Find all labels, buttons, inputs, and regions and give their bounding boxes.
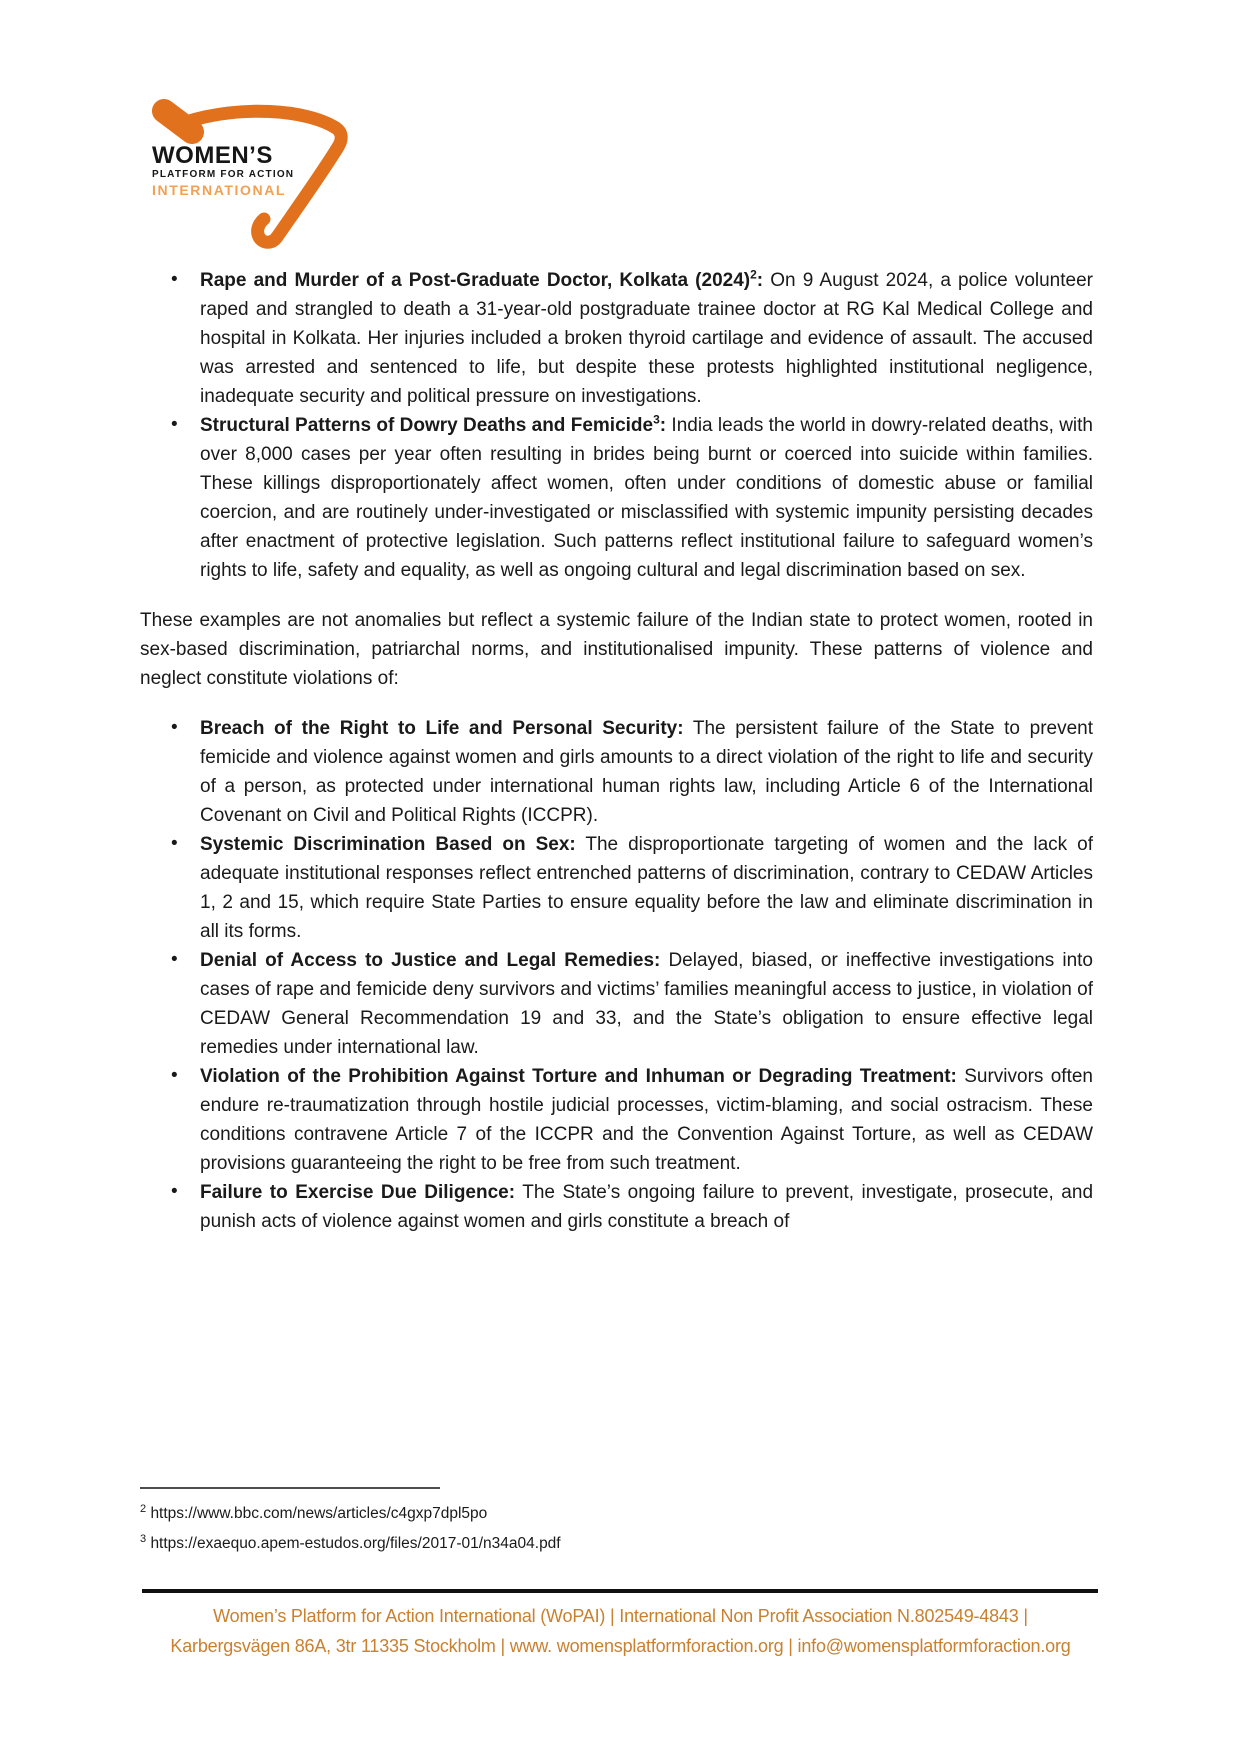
footnote-url: https://exaequo.apem-estudos.org/files/2017-01/n34a04.pdf — [150, 1535, 561, 1552]
footer-divider — [142, 1589, 1098, 1593]
logo-subtitle: PLATFORM FOR ACTION — [152, 169, 295, 180]
list-item — [140, 714, 1093, 830]
bullet-paragraph — [200, 834, 1093, 942]
bullet-body: The persistent failure of the State to prevent femicide and violence against women and girls amounts to a direct violation of the right to life and security of a person, as protected under international human rights law, including Article 6 of the International Covenant on Civil and Political Rights (ICCPR). — [200, 718, 1094, 826]
bullet-paragraph — [200, 950, 1093, 1058]
footnote-ref-3: 3 — [653, 412, 660, 427]
footnote — [140, 1533, 1040, 1555]
bullet-body: On 9 August 2024, a police volunteer raped and strangled to death a 31-year-old postgraduate trainee doctor at RG Kal Medical College and hospital in Kolkata. Her injuries included a broken thyroid cartilage and evidence of assault. The accused was arrested and sentenced to life, but despite these protests highlighted institutional negligence, inadequate security and political pressure on investigations. — [200, 270, 1093, 407]
footnote-separator — [140, 1487, 440, 1489]
list-item — [140, 266, 1093, 411]
bullet-paragraph — [200, 1182, 1093, 1232]
bullet-paragraph — [200, 718, 1093, 826]
bullet-icon: • — [171, 1181, 178, 1202]
footer-line-1: Women’s Platform for Action International (WoPAI) | International Non Profit Association N.802549-4843 | — [213, 1606, 1028, 1626]
bullet-body: India leads the world in dowry-related deaths, with over 8,000 cases per year often resulting in brides being burnt or coerced into suicide within families. These killings disproportionately affect women, often under conditions of domestic abuse or familial coercion, and are routinely under-investigated or misclassified with systemic impunity persisting decades after enactment of protective legislation. Such patterns reflect institutional failure to safeguard women’s rights to life, safety and equality, as well as ongoing cultural and legal discrimination based on sex. — [200, 415, 1093, 581]
footnote-marker: 3 — [140, 1532, 147, 1545]
violations-list — [140, 714, 1093, 1236]
bullet-paragraph — [200, 1066, 1093, 1174]
bullet-title: Breach of the Right to Life and Personal Security: — [200, 718, 684, 739]
bullet-icon: • — [171, 414, 178, 435]
list-item — [140, 411, 1093, 585]
page-footer — [60, 1601, 1181, 1661]
bullet-body: The disproportionate targeting of women and the lack of adequate institutional responses reflect entrenched patterns of discrimination, contrary to CEDAW Articles 1, 2 and 15, which require State Parties to ensure equality before the law and eliminate discrimination in all its forms. — [200, 834, 1093, 942]
bullet-title: Systemic Discrimination Based on Sex: — [200, 834, 576, 855]
list-item — [140, 1178, 1093, 1236]
bullet-title: Violation of the Prohibition Against Torture and Inhuman or Degrading Treatment: — [200, 1066, 957, 1087]
footer-line-2: Karbergsvägen 86A, 3tr 11335 Stockholm | www. womensplatformforaction.org | info@womensplatformforaction.org — [170, 1636, 1071, 1656]
footnote-marker: 2 — [140, 1502, 147, 1515]
list-item — [140, 830, 1093, 946]
list-item — [140, 1062, 1093, 1178]
bullet-paragraph: Structural Patterns of Dowry Deaths and Femicide$^3$: India leads the world in dowry-related deaths, with over 8,000 cases per year often resulting in brides being burnt or coerced into suicide within families. These killings disproportionately affect women, often under conditions of domestic abuse or familial coercion, and are routinely under-investigated or misclassified with systemic impunity persisting decades after enactment of protective legislation. Such patterns reflect institutional failure to safeguard women’s rights to life, safety and equality, as well as ongoing cultural and legal discrimination based on sex. — [200, 412, 1093, 581]
bullet-icon: • — [171, 717, 178, 738]
bullet-body: Survivors often endure re-traumatization through hostile judicial processes, victim-blaming, and social ostracism. These conditions contravene Article 7 of the ICCPR and the Convention Against Torture, as well as CEDAW provisions guaranteeing the right to be free from such treatment. — [200, 1066, 1093, 1174]
footnote-ref-2: 2 — [750, 267, 757, 282]
bullet-body: The State’s ongoing failure to prevent, investigate, prosecute, and punish acts of violence against women and girls constitute a breach of — [200, 1182, 1094, 1232]
bullet-title: Structural Patterns of Dowry Deaths and Femicide — [200, 415, 654, 436]
case-examples-list — [140, 266, 1093, 585]
org-logo — [130, 80, 360, 250]
bullet-icon: • — [171, 269, 178, 290]
bullet-icon: • — [171, 949, 178, 970]
logo-tagline: INTERNATIONAL — [152, 182, 287, 198]
bullet-title: Denial of Access to Justice and Legal Remedies: — [200, 950, 661, 971]
bullet-title: Failure to Exercise Due Diligence: — [200, 1182, 516, 1203]
list-item — [140, 946, 1093, 1062]
footnote — [140, 1503, 1040, 1525]
logo-title: WOMEN’S — [152, 142, 273, 169]
footnotes-section — [140, 1487, 1040, 1563]
logo-wordmark — [152, 144, 294, 197]
bullet-title: Rape and Murder of a Post-Graduate Doctor, Kolkata (2024) — [200, 270, 751, 291]
bullet-paragraph: Rape and Murder of a Post-Graduate Doctor, Kolkata (2024)$^2$: On 9 August 2024, a police volunteer raped and strangled to death a 31-year-old postgraduate trainee doctor at RG Kal Medical College and hospital in Kolkata. Her injuries included a broken thyroid cartilage and evidence of assault. The accused was arrested and sentenced to life, but despite these protests highlighted institutional negligence, inadequate security and political pressure on investigations. — [200, 267, 1093, 407]
bullet-icon: • — [171, 833, 178, 854]
document-body — [140, 266, 1093, 1236]
footnote-url: https://www.bbc.com/news/articles/c4gxp7dpl5po — [150, 1505, 488, 1522]
bullet-icon: • — [171, 1065, 178, 1086]
intro-paragraph: These examples are not anomalies but reflect a systemic failure of the Indian state to protect women, rooted in sex-based discrimination, patriarchal norms, and institutionalised impunity. These patterns of violence and neglect constitute violations of: — [140, 610, 1093, 689]
bullet-body: Delayed, biased, or ineffective investigations into cases of rape and femicide deny survivors and victims’ families meaningful access to justice, in violation of CEDAW General Recommendation 19 and 33, and the State’s obligation to ensure effective legal remedies under international law. — [200, 950, 1093, 1058]
